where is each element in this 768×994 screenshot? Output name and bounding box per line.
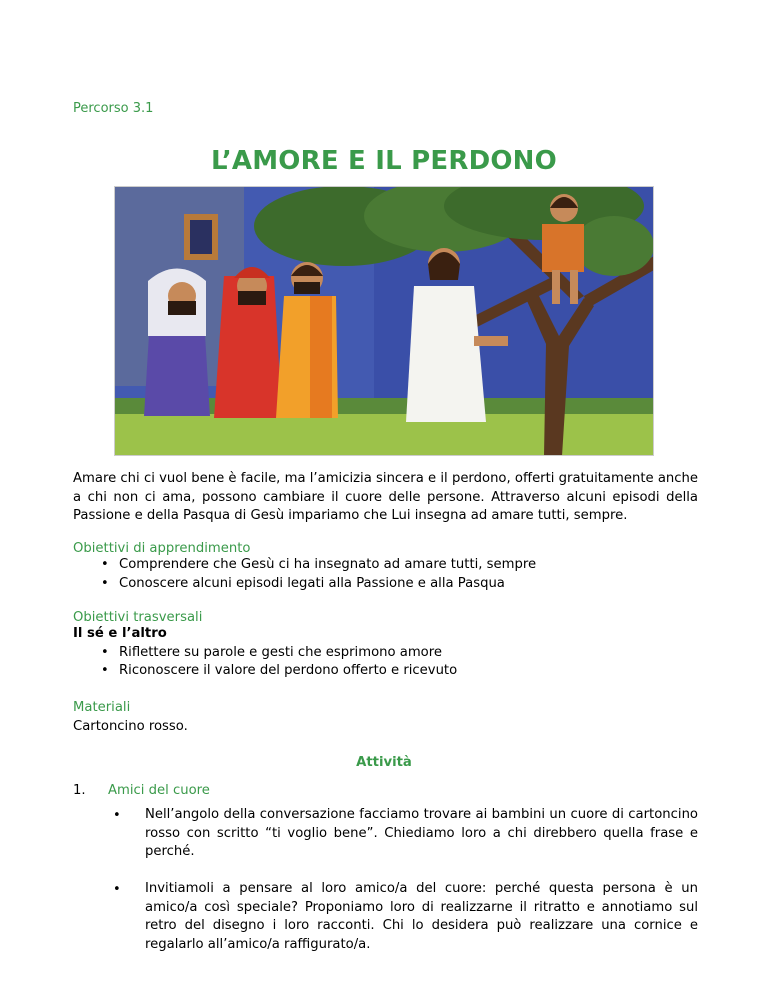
transversal-objectives-label: Obiettivi trasversali — [73, 610, 203, 625]
activity-paragraph: Invitiamoli a pensare al loro amico/a del cuore: perché questa persona è un amico/a così speciale? Proponiamo loro di realizzarne il ritratto e annotiamo sul retro del disegno i loro racconti. Chi lo desidera può realizzare una cornice e regalarlo all’amico/a raffigurato/a. — [145, 881, 698, 952]
bullet-icon: • — [113, 808, 121, 823]
materials-label: Materiali — [73, 700, 131, 715]
materials-text: Cartoncino rosso. — [73, 718, 188, 734]
bullet-icon: • — [113, 882, 121, 897]
bullet-icon: • — [101, 644, 109, 660]
bullet-icon: • — [101, 663, 109, 678]
intro-paragraph: Amare chi ci vuol bene è facile, ma l’amicizia sincera e il perdono, offerti gratuitamente anche a chi non ci ama, possono cambiare il cuore delle persone. Attraverso alcuni episodi della Passione e della Pasqua di Gesù impariamo che Lui insegna ad amare tutti, sempre. — [73, 471, 698, 523]
bullet-icon: • — [101, 575, 109, 591]
activities-heading: Attività — [356, 755, 412, 770]
learning-objectives-section — [73, 541, 713, 593]
list-item: • Conoscere alcuni episodi legati alla Passione e alla Pasqua — [73, 575, 713, 594]
transversal-subheading: Il sé e l’altro — [73, 626, 167, 641]
list-item: • Riflettere su parole e gesti che esprimono amore — [73, 644, 713, 663]
activity-title: Amici del cuore — [108, 783, 210, 798]
activity-paragraph: Nell’angolo della conversazione facciamo trovare ai bambini un cuore di cartoncino rosso con scritto “ti voglio bene”. Chiediamo loro a chi direbbero quella frase e perché. — [145, 807, 698, 859]
list-item: • Riconoscere il valore del perdono offerto e ricevuto — [73, 662, 713, 681]
list-item: • Comprendere che Gesù ci ha insegnato ad amare tutti, sempre — [73, 556, 713, 575]
learning-objectives-list — [73, 556, 713, 593]
zacchaeus-tree-painting-image — [114, 186, 654, 456]
materials-section — [73, 699, 713, 736]
page-title: L’AMORE E IL PERDONO — [211, 146, 557, 176]
bullet-icon: • — [101, 557, 109, 572]
activity-number: 1. — [73, 783, 86, 798]
section-kicker: Percorso 3.1 — [73, 101, 154, 116]
transversal-objectives-section — [73, 610, 713, 681]
transversal-objectives-list — [73, 644, 713, 681]
learning-objectives-label: Obiettivi di apprendimento — [73, 541, 251, 556]
